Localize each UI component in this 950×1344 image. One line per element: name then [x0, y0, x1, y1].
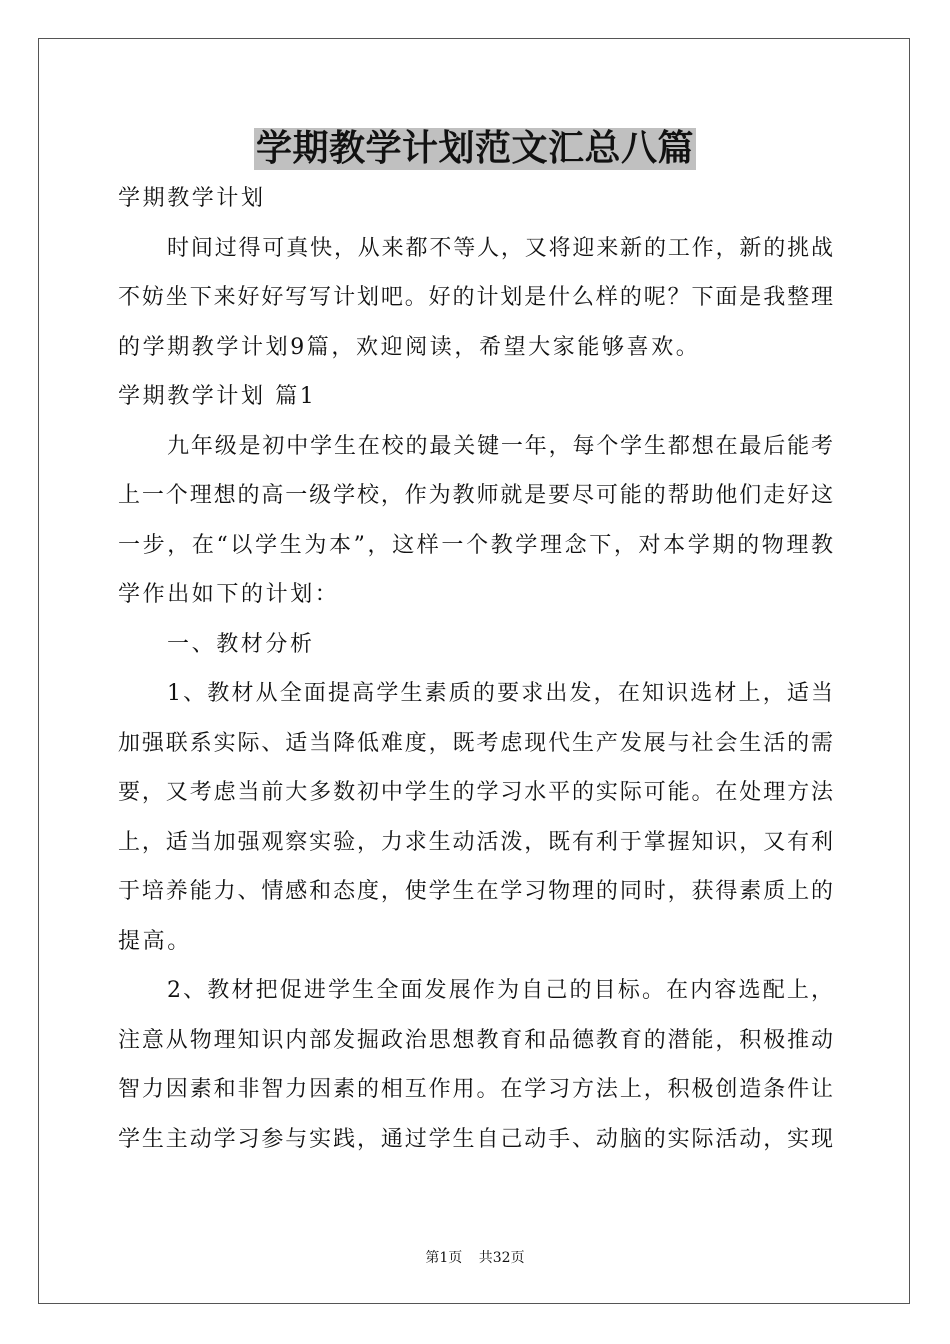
- paragraph: [118, 372, 833, 422]
- page-number: 第1页: [425, 1250, 463, 1266]
- text-line: 注意从物理知识内部发掘政治思想教育和品德教育的潜能，积极推动: [118, 1027, 833, 1053]
- text-line: 加强联系实际、适当降低难度，既考虑现代生产发展与社会生活的需: [118, 730, 833, 756]
- text-line: 学期教学计划 篇1: [118, 384, 317, 409]
- text-line: 上，适当加强观察实验，力求生动活泼，既有利于掌握知识，又有利: [118, 829, 833, 855]
- document-title: 学期教学计划范文汇总八篇: [255, 128, 694, 169]
- text-line: 不妨坐下来好好写写计划吧。好的计划是什么样的呢？下面是我整理: [118, 285, 833, 310]
- document-body: [118, 174, 833, 1164]
- text-line: 学生主动学习参与实践，通过学生自己动手、动脑的实际活动，实现: [118, 1126, 833, 1152]
- text-line: 上一个理想的高一级学校，作为教师就是要尽可能的帮助他们走好这: [118, 483, 833, 508]
- paragraph: [118, 174, 833, 224]
- paragraph: [118, 422, 833, 620]
- text-line: 一步，在“以学生为本”，这样一个教学理念下，对本学期的物理教: [118, 532, 833, 558]
- text-line: 提高。: [118, 928, 192, 954]
- text-line: 要，又考虑当前大多数初中学生的学习水平的实际可能。在处理方法: [118, 780, 833, 805]
- page-total: 共32页: [478, 1250, 525, 1266]
- text-line: 1、教材从全面提高学生素质的要求出发，在知识选材上，适当: [167, 681, 833, 706]
- paragraph: [118, 620, 833, 670]
- title-container: [0, 128, 950, 170]
- page-footer: [0, 1247, 950, 1267]
- paragraph: [118, 966, 833, 1164]
- paragraph: [118, 669, 833, 966]
- text-line: 学作出如下的计划：: [118, 582, 340, 607]
- text-line: 于培养能力、情感和态度，使学生在学习物理的同时，获得素质上的: [118, 879, 833, 904]
- text-line: 九年级是初中学生在校的最关键一年，每个学生都想在最后能考: [167, 433, 833, 459]
- text-line: 学期教学计划: [118, 186, 266, 211]
- text-line: 2、教材把促进学生全面发展作为自己的目标。在内容选配上，: [167, 978, 833, 1003]
- text-line: 时间过得可真快，从来都不等人，又将迎来新的工作，新的挑战: [167, 235, 833, 261]
- text-line: 智力因素和非智力因素的相互作用。在学习方法上，积极创造条件让: [118, 1077, 833, 1102]
- text-line: 的学期教学计划9篇，欢迎阅读，希望大家能够喜欢。: [118, 334, 701, 360]
- text-line: 一、教材分析: [167, 631, 315, 657]
- paragraph: [118, 224, 833, 373]
